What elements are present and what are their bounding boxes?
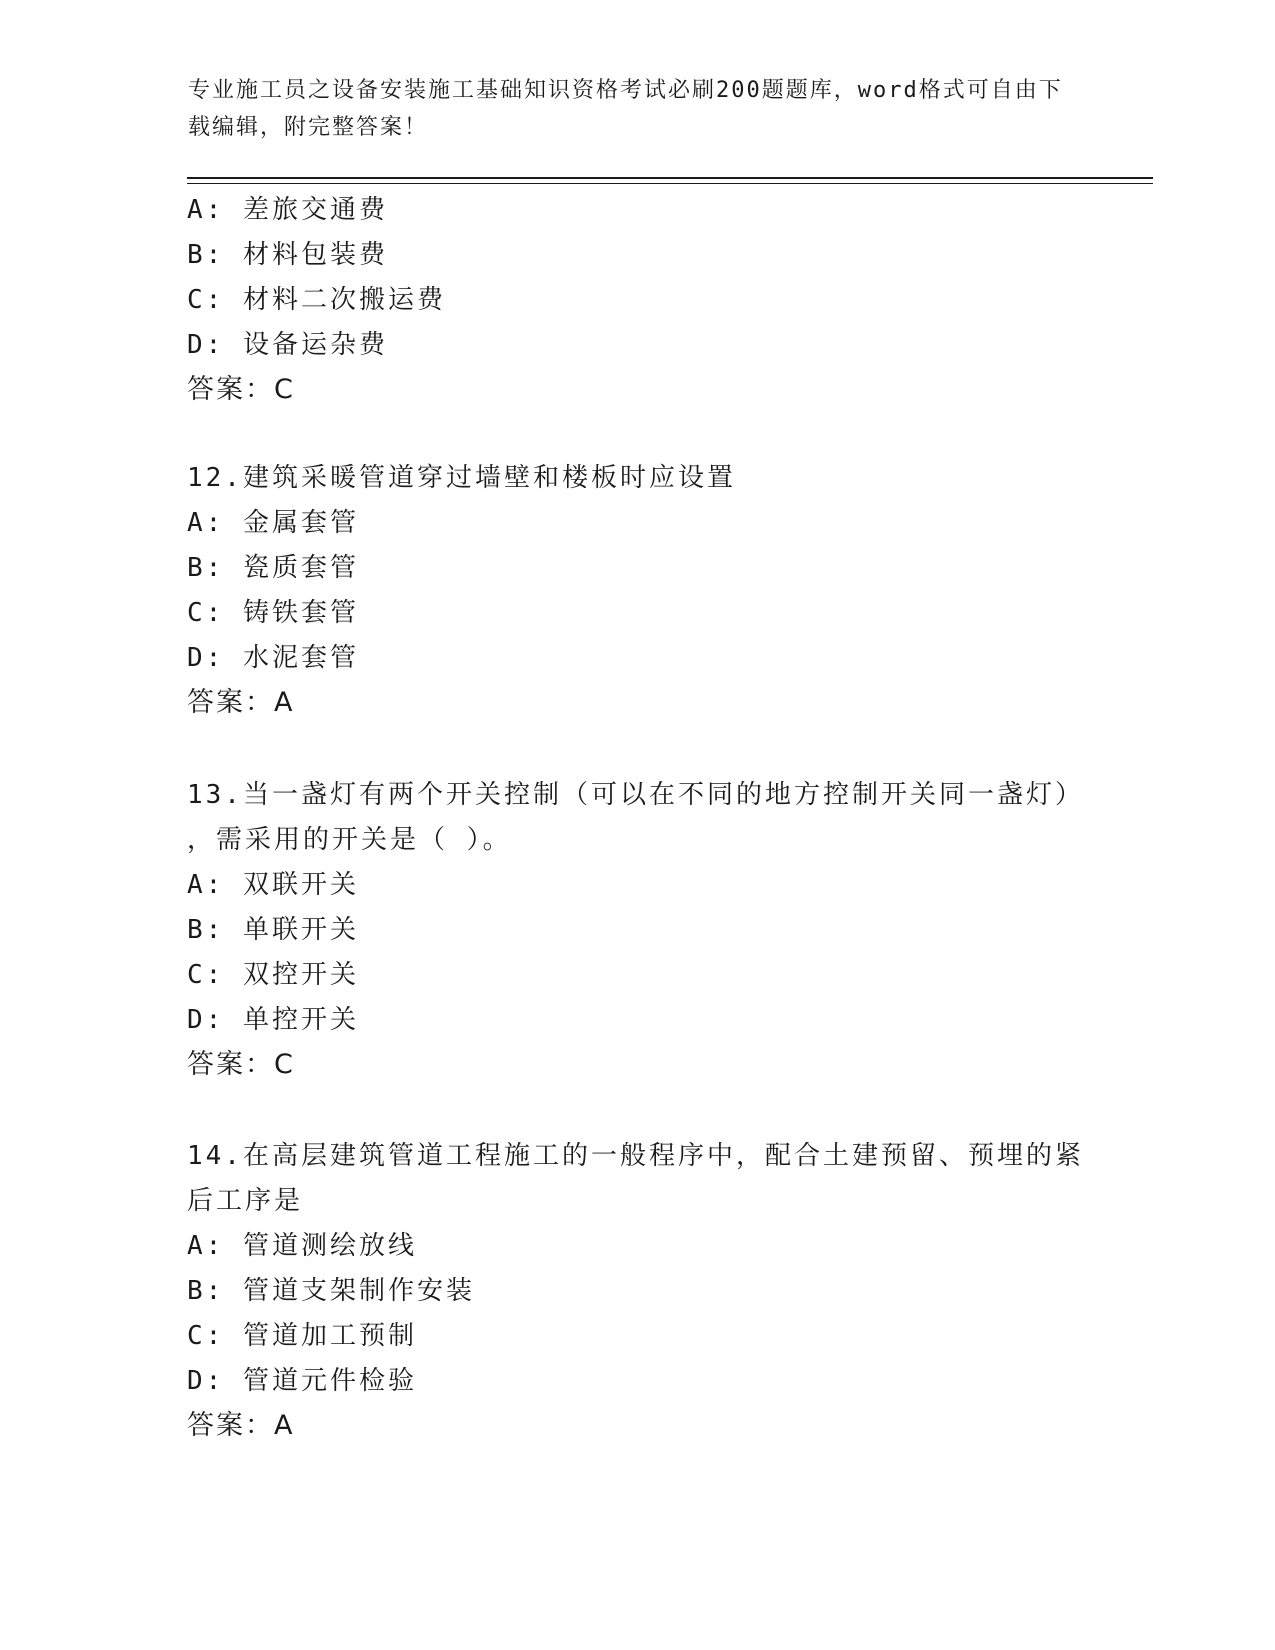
- q14-option-a: A: 管道测绘放线: [187, 1231, 417, 1261]
- q14-option-d: D: 管道元件检验: [187, 1366, 417, 1396]
- document-header: 专业施工员之设备安装施工基础知识资格考试必刷200题题库，word格式可自由下载编辑，附完整答案！: [188, 78, 1063, 140]
- q13-stem-line1: 13.当一盏灯有两个开关控制（可以在不同的地方控制开关同一盏灯）: [187, 780, 1084, 810]
- prev-option-b: B: 材料包装费: [187, 240, 388, 270]
- q13-option-b: B: 单联开关: [187, 915, 359, 945]
- q12-option-a: A: 金属套管: [187, 508, 359, 538]
- q14-answer: 答案：A: [187, 1410, 295, 1441]
- q13-option-d: D: 单控开关: [187, 1005, 359, 1035]
- prev-option-d: D: 设备运杂费: [187, 330, 388, 360]
- header-rule-thin: [187, 183, 1153, 184]
- q14-option-b: B: 管道支架制作安装: [187, 1276, 475, 1306]
- prev-option-a: A: 差旅交通费: [187, 195, 388, 225]
- header-rule-thick: [187, 177, 1153, 179]
- q12-stem: 12.建筑采暖管道穿过墙壁和楼板时应设置: [187, 463, 736, 493]
- q13-answer: 答案：C: [187, 1049, 295, 1080]
- q12-option-c: C: 铸铁套管: [187, 598, 359, 628]
- prev-option-c: C: 材料二次搬运费: [187, 285, 446, 315]
- q14-stem-line1: 14.在高层建筑管道工程施工的一般程序中，配合土建预留、预埋的紧: [187, 1141, 1084, 1171]
- q13-stem-line2: ，需采用的开关是（ ）。: [187, 825, 512, 855]
- q12-option-b: B: 瓷质套管: [187, 553, 359, 583]
- q13-option-c: C: 双控开关: [187, 960, 359, 990]
- q14-stem-line2: 后工序是: [187, 1186, 304, 1216]
- prev-answer: 答案：C: [187, 374, 295, 405]
- q14-option-c: C: 管道加工预制: [187, 1321, 417, 1351]
- q12-answer: 答案：A: [187, 687, 295, 718]
- q12-option-d: D: 水泥套管: [187, 643, 359, 673]
- q13-option-a: A: 双联开关: [187, 870, 359, 900]
